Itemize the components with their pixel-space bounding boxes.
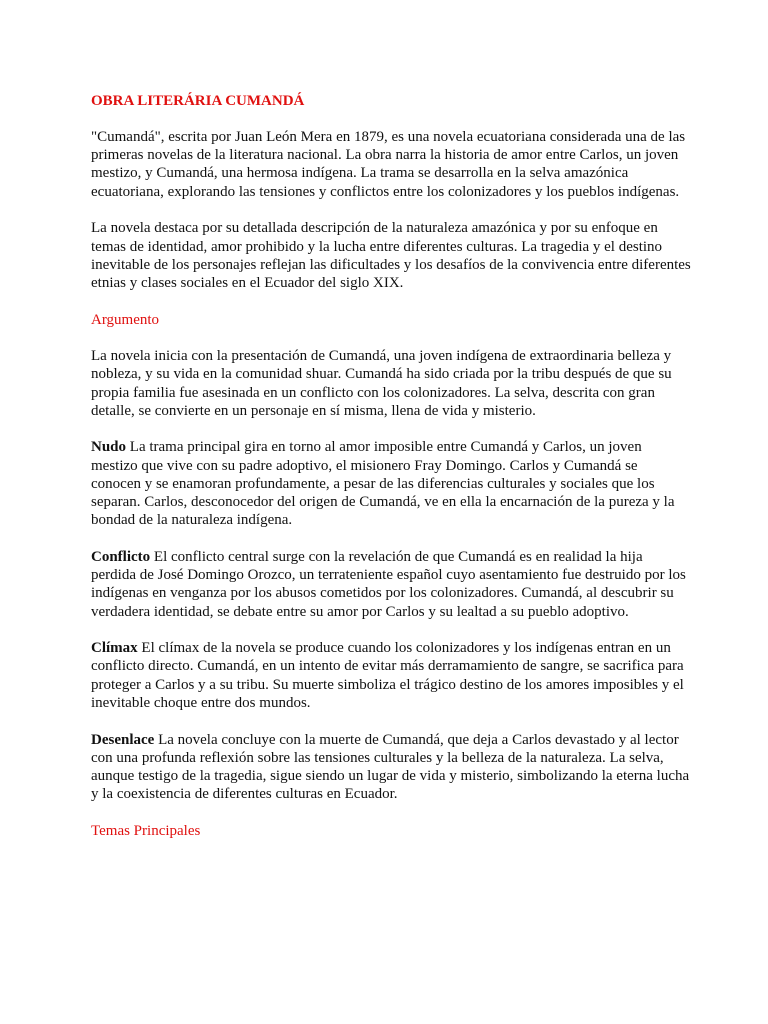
section-text-desenlace: La novela concluye con la muerte de Cumandá, que deja a Carlos devastado y al lector con una profunda reflexión sobre las tensiones culturales y la belleza de la naturaleza. La selva, aunque testigo de la tragedia, sigue siendo un lugar de vida y misterio, simbolizando la eterna lucha y la coexistencia de diferentes culturas en Ecuador.	[91, 731, 690, 803]
section-text-climax: El clímax de la novela se produce cuando los colonizadores y los indígenas entran en un conflicto directo. Cumandá, en un intento de evitar más derramamiento de sangre, se sacrifica para proteger a Carlos y a su tribu. Su muerte simboliza el trágico destino de los amores imposibles y el inevitable choque entre dos mundos.	[91, 640, 684, 711]
section-label-nudo: Nudo	[91, 439, 127, 456]
argument-heading: Argumento	[91, 311, 160, 328]
section-text-nudo: La trama principal gira en torno al amor imposible entre Cumandá y Carlos, un joven mestizo que vive con su padre adoptivo, el misionero Fray Domingo. Carlos y Cumandá se conocen y se enamoran profundamente, a pesar de las diferencias culturales y sociales que los separan. Carlos, desconocedor del origen de Cumandá, ve en ella la encarnación de la pureza y la bondad de la naturaleza indígena.	[91, 439, 675, 529]
intro-paragraph-1: "Cumandá", escrita por Juan León Mera en 1879, es una novela ecuatoriana considerada una de las primeras novelas de la literatura nacional. La obra narra la historia de amor entre Carlos, un joven mestizo, y Cumandá, una hermosa indígena. La trama se desarrolla en la selva amazónica ecuatoriana, explorando las tensiones y conflictos entre los colonizadores y los pueblos indígenas.	[91, 129, 686, 200]
section-climax	[91, 639, 691, 712]
section-label-conflicto: Conflicto	[91, 548, 151, 565]
intro-paragraph-2: La novela destaca por su detallada descripción de la naturaleza amazónica y por su enfoque en temas de identidad, amor prohibido y la lucha entre diferentes culturas. La tragedia y el destino inevitable de los personajes reflejan las dificultades y los desafíos de la convivencia entre diferentes etnias y clases sociales en el Ecuador del siglo XIX.	[91, 220, 691, 291]
section-nudo	[91, 438, 691, 529]
themes-heading: Temas Principales	[91, 822, 201, 839]
section-conflicto	[91, 548, 691, 621]
section-label-desenlace: Desenlace	[91, 731, 155, 748]
argument-intro-paragraph: La novela inicia con la presentación de Cumandá, una joven indígena de extraordinaria belleza y nobleza, y su vida en la comunidad shuar. Cumandá ha sido criada por la tribu después de que su propia familia fue asesinada en un conflicto con los colonizadores. La selva, descrita con gran detalle, se convierte en un personaje en sí misma, llena de vida y misterio.	[91, 348, 672, 419]
section-label-climax: Clímax	[91, 640, 138, 657]
section-text-conflicto: El conflicto central surge con la revelación de que Cumandá es en realidad la hija perdida de José Domingo Orozco, un terrateniente español cuyo asentamiento fue destruido por los indígenas en venganza por los abusos cometidos por los colonizadores. Cumandá, al descubrir su verdadera identidad, se debate entre su amor por Carlos y su lealtad a su pueblo adoptivo.	[91, 548, 686, 620]
document-title: OBRA LITERÁRIA CUMANDÁ	[91, 93, 305, 109]
document-page	[91, 92, 691, 858]
section-desenlace	[91, 731, 691, 804]
